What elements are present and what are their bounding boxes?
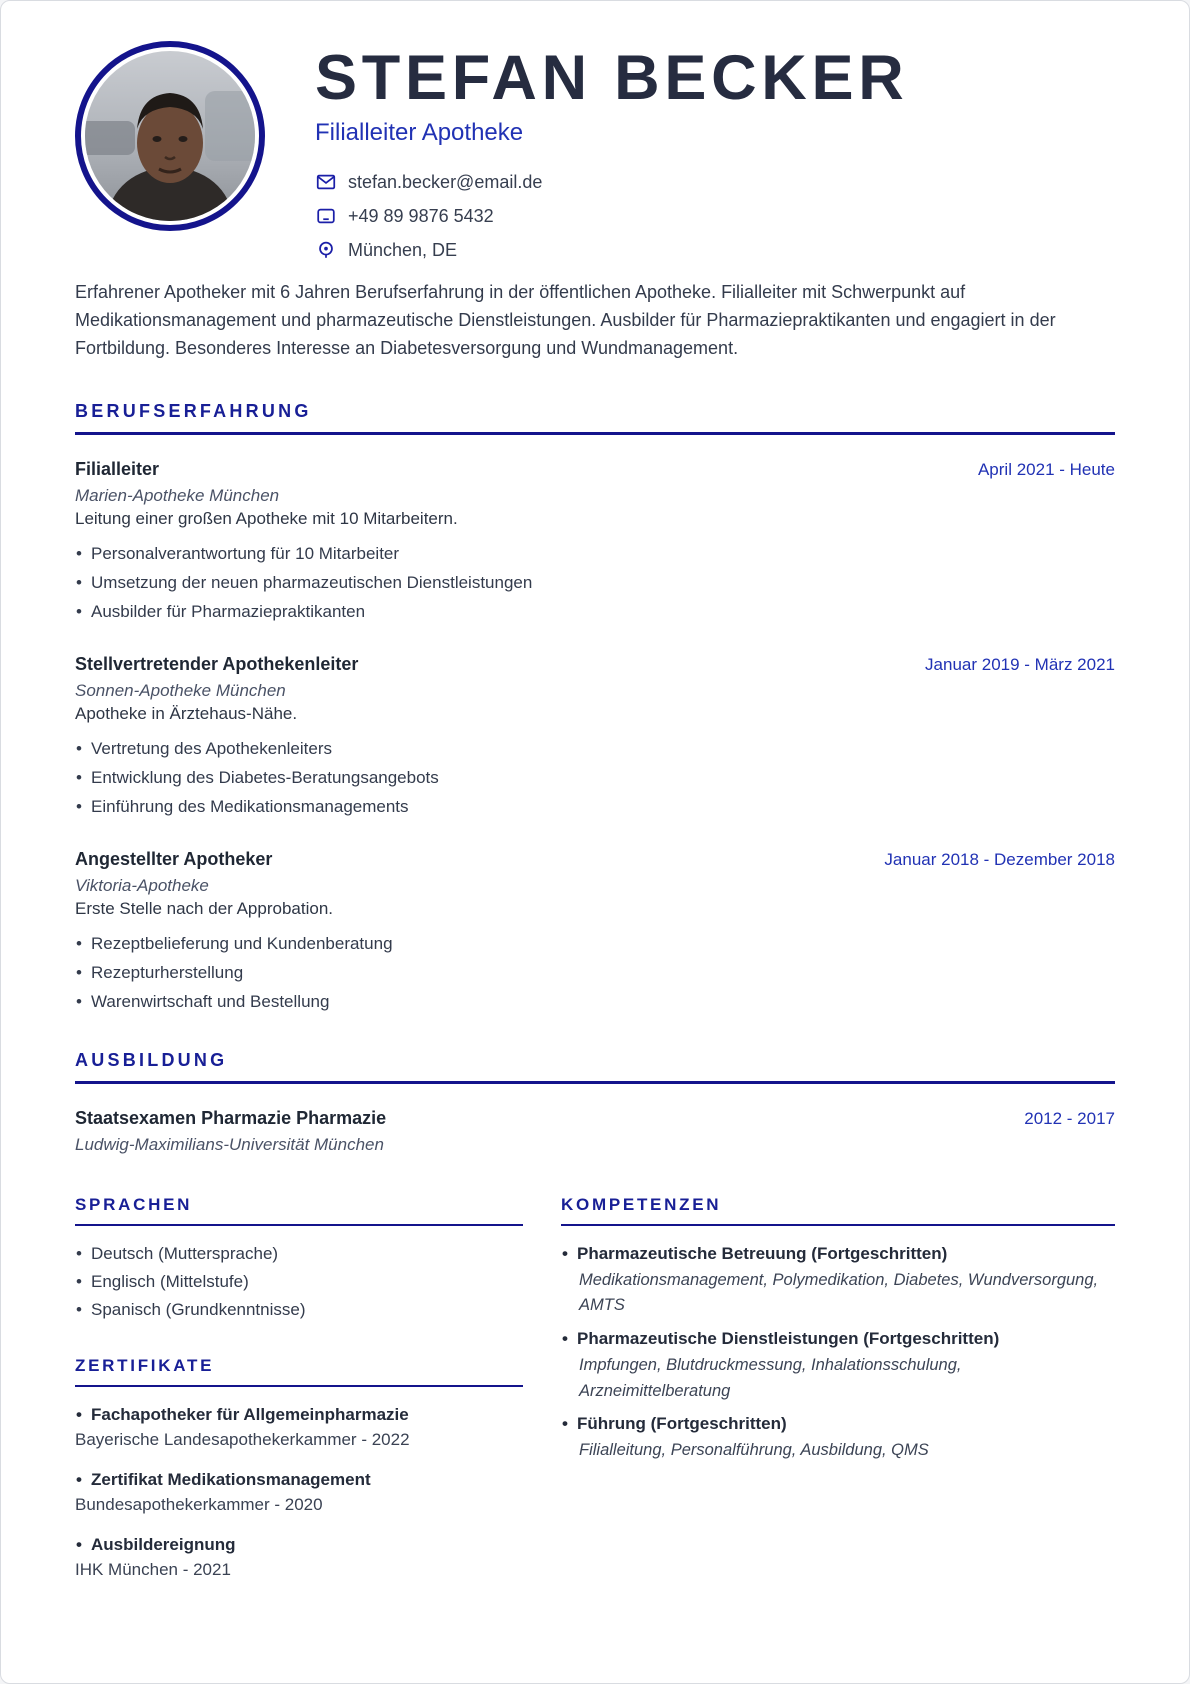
- certificate-item: [75, 1535, 523, 1580]
- job-bullet: • Personalverantwortung für 10 Mitarbeiter: [75, 544, 1115, 564]
- certificates-heading: ZERTIFIKATE: [75, 1356, 523, 1387]
- job-title: Angestellter Apotheker: [75, 848, 273, 869]
- job-bullet-list: [75, 739, 1115, 817]
- school-name: Ludwig-Maximilians-Universität München: [75, 1134, 384, 1154]
- job-entry: [75, 459, 1115, 622]
- job-bullet-list: [75, 934, 1115, 1012]
- language-item: • Englisch (Mittelstufe): [75, 1272, 523, 1292]
- certificate-name: • Ausbildereignung: [75, 1535, 523, 1555]
- left-column: [75, 1195, 523, 1600]
- certificate-issuer: IHK München - 2021: [75, 1559, 231, 1579]
- education-dates: 2012 - 2017: [1024, 1108, 1115, 1128]
- job-dates: Januar 2019 - März 2021: [925, 654, 1115, 674]
- experience-heading: BERUFSERFAHRUNG: [75, 401, 1115, 435]
- right-column: [561, 1195, 1115, 1600]
- education-entry: [75, 1108, 1115, 1155]
- job-bullet: • Warenwirtschaft und Bestellung: [75, 992, 1115, 1012]
- person-job-title: Filialleiter Apotheke: [315, 119, 524, 147]
- job-bullet: • Einführung des Medikationsmanagements: [75, 797, 1115, 817]
- header-identity: [315, 39, 908, 273]
- certificate-item: [75, 1470, 523, 1515]
- skill-name: • Führung (Fortgeschritten): [561, 1414, 1115, 1434]
- skill-item: [561, 1329, 1115, 1404]
- job-company: Sonnen-Apotheke München: [75, 680, 286, 700]
- skill-keywords: Medikationsmanagement, Polymedikation, Diabetes, Wundversorgung, AMTS: [579, 1270, 1099, 1315]
- language-item: • Deutsch (Muttersprache): [75, 1244, 523, 1264]
- certificate-item: [75, 1405, 523, 1450]
- job-dates: April 2021 - Heute: [977, 459, 1115, 479]
- job-bullet: • Vertretung des Apothekenleiters: [75, 739, 1115, 759]
- job-title: Filialleiter: [75, 458, 160, 479]
- section-experience: [75, 401, 1115, 1012]
- job-bullet: • Umsetzung der neuen pharmazeutischen Dienstleistungen: [75, 573, 1115, 593]
- profile-summary: Erfahrener Apotheker mit 6 Jahren Berufserfahrung in der öffentlichen Apotheke. Filialleiter mit Schwerpunkt auf Medikationsmanagement und pharmazeutische Dienstleistungen. Ausbilder für Pharmaziepraktikanten und engagiert in der Fortbildung. Besonderes Interesse an Diabetesversorgung und Wundmanagement.: [75, 282, 1056, 358]
- contact-phone-row: [315, 205, 908, 227]
- job-description: Leitung einer großen Apotheke mit 10 Mitarbeitern.: [75, 508, 458, 528]
- degree-title: Staatsexamen Pharmazie Pharmazie: [75, 1107, 387, 1128]
- contact-location-row: [315, 239, 908, 261]
- header: [75, 39, 1115, 273]
- skill-item: [561, 1414, 1115, 1464]
- language-item: • Spanisch (Grundkenntnisse): [75, 1300, 523, 1320]
- skills-heading: KOMPETENZEN: [561, 1195, 1115, 1226]
- contact-email: stefan.becker@email.de: [348, 171, 543, 192]
- phone-icon: [315, 205, 337, 227]
- contact-email-row: [315, 171, 908, 193]
- envelope-icon: [315, 171, 337, 193]
- section-languages: [75, 1195, 523, 1320]
- certificate-name: • Fachapotheker für Allgemeinpharmazie: [75, 1405, 523, 1425]
- portrait-photo-placeholder: [85, 51, 255, 221]
- certificate-issuer: Bayerische Landesapothekerkammer - 2022: [75, 1429, 410, 1449]
- job-bullet-list: [75, 544, 1115, 622]
- education-heading: AUSBILDUNG: [75, 1050, 1115, 1084]
- section-skills: [561, 1195, 1115, 1464]
- job-bullet: • Entwicklung des Diabetes-Beratungsangebots: [75, 768, 1115, 788]
- person-name: STEFAN BECKER: [315, 43, 909, 113]
- skill-name: • Pharmazeutische Betreuung (Fortgeschritten): [561, 1244, 1115, 1264]
- job-bullet: • Rezepturherstellung: [75, 963, 1115, 983]
- job-bullet: • Rezeptbelieferung und Kundenberatung: [75, 934, 1115, 954]
- job-entry: [75, 849, 1115, 1012]
- location-pin-icon: [315, 239, 337, 261]
- job-entry: [75, 654, 1115, 817]
- contact-block: [315, 171, 908, 261]
- certificate-name: • Zertifikat Medikationsmanagement: [75, 1470, 523, 1490]
- job-company: Viktoria-Apotheke: [75, 875, 209, 895]
- job-bullet: • Ausbilder für Pharmaziepraktikanten: [75, 602, 1115, 622]
- skill-keywords: Filialleitung, Personalführung, Ausbildung, QMS: [579, 1441, 929, 1460]
- section-education: [75, 1050, 1115, 1155]
- contact-phone: +49 89 9876 5432: [348, 205, 494, 226]
- job-description: Erste Stelle nach der Approbation.: [75, 898, 333, 918]
- skill-keywords: Impfungen, Blutdruckmessung, Inhalationsschulung, Arzneimittelberatung: [579, 1355, 962, 1400]
- job-company: Marien-Apotheke München: [75, 485, 280, 505]
- job-description: Apotheke in Ärztehaus-Nähe.: [75, 703, 298, 723]
- contact-location: München, DE: [348, 239, 458, 260]
- language-list: [75, 1244, 523, 1320]
- skill-item: [561, 1244, 1115, 1319]
- section-certificates: [75, 1356, 523, 1580]
- languages-heading: SPRACHEN: [75, 1195, 523, 1226]
- job-dates: Januar 2018 - Dezember 2018: [884, 849, 1115, 869]
- skill-name: • Pharmazeutische Dienstleistungen (Fortgeschritten): [561, 1329, 1115, 1349]
- avatar: [75, 41, 265, 231]
- certificate-issuer: Bundesapothekerkammer - 2020: [75, 1494, 323, 1514]
- bottom-columns: [75, 1195, 1115, 1600]
- job-title: Stellvertretender Apothekenleiter: [75, 653, 359, 674]
